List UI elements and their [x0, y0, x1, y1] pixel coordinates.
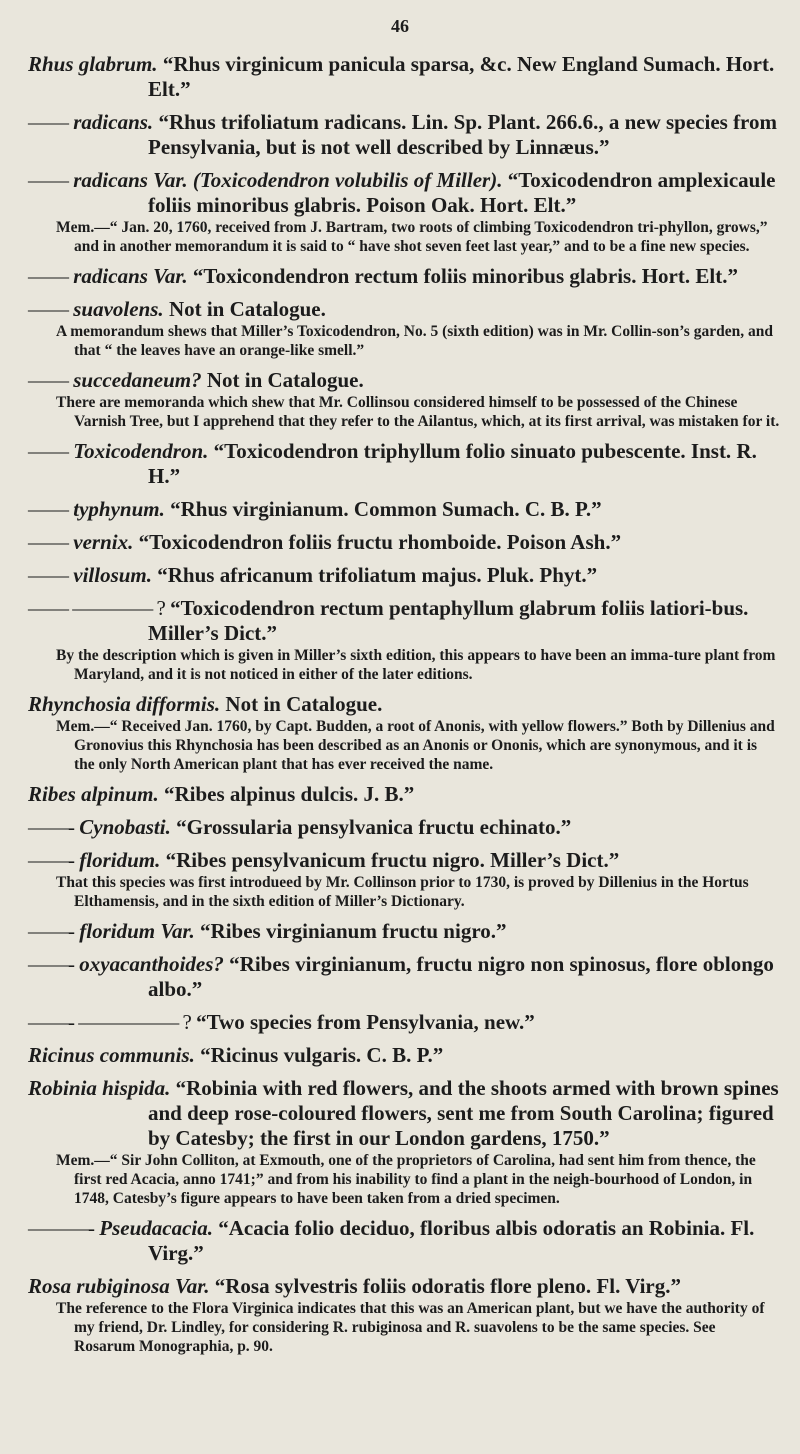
species-name: floridum. [79, 848, 161, 872]
species-name: Ricinus communis. [28, 1043, 195, 1067]
genus-ditto-dash: —— [28, 497, 68, 521]
species-name: floridum Var. [79, 919, 195, 943]
species-name: radicans Var. [73, 264, 188, 288]
entry-heading [28, 264, 780, 289]
plant-entry [28, 368, 780, 431]
catalogue-description: “Rhus virginicum panicula sparsa, &c. New England Sumach. Hort. Elt.” [148, 52, 775, 101]
genus-ditto-dash: —— ———— ? [28, 596, 165, 620]
entry-heading [28, 952, 780, 1002]
genus-ditto-dash: ——- [28, 919, 74, 943]
entry-heading [28, 52, 780, 102]
species-name: Rhus glabrum. [28, 52, 158, 76]
plant-entry [28, 952, 780, 1002]
plant-entry [28, 848, 780, 911]
plant-entry [28, 168, 780, 256]
entry-memorandum: Mem.—“ Jan. 20, 1760, received from J. Bartram, two roots of climbing Toxicodendron tri-phyllon, grows,” and in another memorandum it is said to “ have shot seven feet last year,” and to be a fine new species. [56, 219, 768, 255]
entry-memorandum: The reference to the Flora Virginica indicates that this was an American plant, but we have the authority of my friend, Dr. Lindley, for considering R. rubiginosa and R. suavolens to be the same species. See Rosarum Monographia, p. 90. [56, 1300, 765, 1355]
species-name: suavolens. [73, 297, 164, 321]
plant-entry [28, 297, 780, 360]
catalogue-description: “Ribes virginianum fructu nigro.” [200, 919, 507, 943]
species-name: oxyacanthoides? [79, 952, 224, 976]
catalogue-description: “Rhus virginianum. Common Sumach. C. B. P.” [170, 497, 602, 521]
entry-heading [28, 919, 780, 944]
plant-entry [28, 497, 780, 522]
species-name: Ribes alpinum. [28, 782, 159, 806]
entry-heading [28, 848, 780, 873]
entry-heading [28, 692, 780, 717]
plant-entry [28, 782, 780, 807]
genus-ditto-dash: —— [28, 264, 68, 288]
catalogue-description: “Toxicodendron rectum pentaphyllum glabrum foliis latiori-bus. Miller’s Dict.” [148, 596, 749, 645]
genus-ditto-dash: ——- ————— ? [28, 1010, 191, 1034]
entry-memorandum: A memorandum shews that Miller’s Toxicodendron, No. 5 (sixth edition) was in Mr. Collin-son’s garden, and that “ the leaves have an orange-like smell.” [56, 323, 773, 359]
catalogue-description: “Toxicodendron triphyllum folio sinuato pubescente. Inst. R. H.” [148, 439, 757, 488]
species-name: villosum. [73, 563, 153, 587]
plant-entry [28, 1010, 780, 1035]
genus-ditto-dash: ——- [28, 952, 74, 976]
entry-heading [28, 782, 780, 807]
entry-heading [28, 439, 780, 489]
species-name: Robinia hispida. [28, 1076, 171, 1100]
species-name: vernix. [73, 530, 134, 554]
entry-heading [28, 168, 780, 218]
entry-heading [28, 1274, 780, 1299]
catalogue-description: “Ribes pensylvanicum fructu nigro. Miller’s Dict.” [165, 848, 620, 872]
catalogue-description: “Rosa sylvestris foliis odoratis flore pleno. Fl. Virg.” [214, 1274, 682, 1298]
species-name: radicans. [73, 110, 154, 134]
species-name: Cynobasti. [79, 815, 171, 839]
entry-heading [28, 497, 780, 522]
genus-ditto-dash: ——- [28, 815, 74, 839]
plant-entry [28, 1043, 780, 1068]
species-name: typhynum. [73, 497, 165, 521]
species-name: succedaneum? [73, 368, 202, 392]
catalogue-description: “Rhus trifoliatum radicans. Lin. Sp. Plant. 266.6., a new species from Pensylvania, but is not well described by Linnæus.” [148, 110, 777, 159]
entry-heading [28, 368, 780, 393]
catalogue-description: “Acacia folio deciduo, floribus albis odoratis an Robinia. Fl. Virg.” [148, 1216, 755, 1265]
catalogue-description: “Toxicondendron rectum foliis minoribus glabris. Hort. Elt.” [192, 264, 738, 288]
page-number: 46 [391, 16, 409, 36]
species-name: Toxicodendron. [73, 439, 209, 463]
entry-memorandum: There are memoranda which shew that Mr. Collinsou considered himself to be possessed of the Chinese Varnish Tree, but I apprehend that they refer to the Ailantus, which, at its first arrival, was mistaken for it. [56, 394, 780, 430]
plant-entry [28, 692, 780, 774]
entry-memorandum: Mem.—“ Received Jan. 1760, by Capt. Budden, a root of Anonis, with yellow flowers.” Both by Dillenius and Gronovius this Rhynchosia has been described as an Anonis or Ononis, which are synonymous, and it is the only North American plant that has ever received the name. [56, 718, 775, 773]
entry-memorandum: That this species was first introdueed by Mr. Collinson prior to 1730, is proved by Dillenius in the Hortus Elthamensis, and in the sixth edition of Miller’s Dictionary. [56, 874, 749, 910]
catalogue-description: Not in Catalogue. [206, 368, 364, 392]
catalogue-description: “Ricinus vulgaris. C. B. P.” [200, 1043, 444, 1067]
genus-ditto-dash: —— [28, 530, 68, 554]
catalogue-description: Not in Catalogue. [225, 692, 383, 716]
entry-heading [28, 1043, 780, 1068]
catalogue-description: “Two species from Pensylvania, new.” [196, 1010, 535, 1034]
plant-entry [28, 1216, 780, 1266]
catalogue-description: “Toxicodendron amplexicaule foliis minoribus glabris. Poison Oak. Hort. Elt.” [148, 168, 776, 217]
plant-entry [28, 439, 780, 489]
catalogue-description: “Rhus africanum trifoliatum majus. Pluk. Phyt.” [157, 563, 598, 587]
catalogue-description: Not in Catalogue. [168, 297, 326, 321]
plant-entry [28, 563, 780, 588]
page-content [28, 52, 780, 1364]
entry-heading [28, 1010, 780, 1035]
plant-entry [28, 1274, 780, 1356]
species-name: Pseudacacia. [99, 1216, 213, 1240]
entry-heading [28, 1076, 780, 1151]
entry-heading [28, 563, 780, 588]
plant-entry [28, 919, 780, 944]
entry-heading [28, 297, 780, 322]
genus-ditto-dash: —— [28, 110, 68, 134]
plant-entry [28, 530, 780, 555]
genus-ditto-dash: —— [28, 439, 68, 463]
entry-heading [28, 530, 780, 555]
catalogue-description: “Grossularia pensylvanica fructu echinato.” [176, 815, 572, 839]
entry-heading [28, 596, 780, 646]
genus-ditto-dash: ———- [28, 1216, 94, 1240]
genus-ditto-dash: —— [28, 563, 68, 587]
catalogue-description: “Ribes alpinus dulcis. J. B.” [163, 782, 415, 806]
entry-heading [28, 110, 780, 160]
genus-ditto-dash: —— [28, 168, 68, 192]
catalogue-description: “Ribes virginianum, fructu nigro non spinosus, flore oblongo albo.” [148, 952, 774, 1001]
species-name: Rhynchosia difformis. [28, 692, 221, 716]
species-name: Rosa rubiginosa Var. [28, 1274, 210, 1298]
plant-entry [28, 264, 780, 289]
plant-entry [28, 52, 780, 102]
plant-entry [28, 596, 780, 684]
genus-ditto-dash: ——- [28, 848, 74, 872]
plant-entry [28, 110, 780, 160]
species-name: radicans Var. (Toxicodendron volubilis of Miller). [73, 168, 503, 192]
plant-entry [28, 1076, 780, 1208]
entry-memorandum: Mem.—“ Sir John Colliton, at Exmouth, one of the proprietors of Carolina, had sent him from thence, the first red Acacia, anno 1741;” and from his inability to find a plant in the neigh-bourhood of London, in 1748, Catesby’s figure appears to have been taken from a dried specimen. [56, 1152, 756, 1207]
catalogue-description: “Robinia with red flowers, and the shoots armed with brown spines and deep rose-coloured flowers, sent me from South Carolina; figured by Catesby; the first in our London gardens, 1750.” [148, 1076, 779, 1150]
plant-entry [28, 815, 780, 840]
entry-memorandum: By the description which is given in Miller’s sixth edition, this appears to have been an imma-ture plant from Maryland, and it is not noticed in either of the later editions. [56, 647, 776, 683]
entry-heading [28, 1216, 780, 1266]
genus-ditto-dash: —— [28, 297, 68, 321]
catalogue-description: “Toxicodendron foliis fructu rhomboide. Poison Ash.” [138, 530, 622, 554]
genus-ditto-dash: —— [28, 368, 68, 392]
entry-heading [28, 815, 780, 840]
